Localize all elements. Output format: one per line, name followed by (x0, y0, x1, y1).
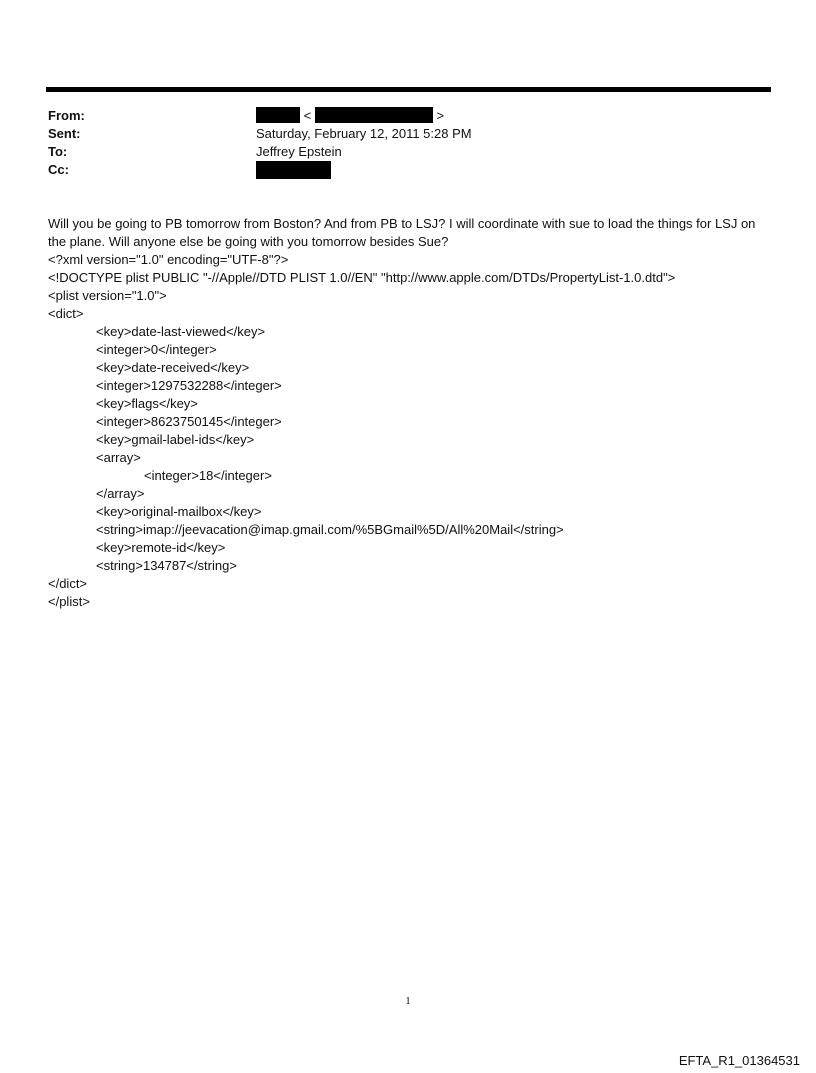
sent-label: Sent: (48, 126, 81, 141)
document-id: EFTA_R1_01364531 (678, 1053, 800, 1068)
to-value: Jeffrey Epstein (256, 144, 342, 159)
page-number: 1 (405, 995, 411, 1007)
code-line: <!DOCTYPE plist PUBLIC "-//Apple//DTD PLIST 1.0//EN" "http://www.apple.com/DTDs/PropertyList-1.0.dtd"> (48, 270, 676, 285)
code-line: <integer>8623750145</integer> (96, 414, 282, 429)
from-open-bracket: < (303, 108, 312, 123)
sent-value: Saturday, February 12, 2011 5:28 PM (256, 126, 472, 141)
cc-value (256, 161, 331, 181)
email-body (48, 215, 773, 611)
to-label: To: (48, 144, 68, 159)
code-line: <string>imap://jeevacation@imap.gmail.com/%5BGmail%5D/All%20Mail</string> (96, 522, 564, 537)
code-line: <key>flags</key> (96, 396, 198, 411)
code-line: <string>134787</string> (96, 558, 237, 573)
from-value (256, 107, 444, 125)
redacted-sender-name (256, 107, 300, 123)
code-line: </plist> (48, 594, 90, 609)
code-line: </dict> (48, 576, 88, 591)
from-label: From: (48, 108, 85, 123)
code-line: <integer>1297532288</integer> (96, 378, 282, 393)
code-line: <integer>18</integer> (144, 468, 272, 483)
code-line: <?xml version="1.0" encoding="UTF-8"?> (48, 252, 289, 267)
from-close-bracket: > (436, 108, 445, 123)
code-line: <key>original-mailbox</key> (96, 504, 262, 519)
code-line: <key>remote-id</key> (96, 540, 226, 555)
code-line: <dict> (48, 306, 84, 321)
redacted-sender-email (315, 107, 433, 123)
header-divider (46, 87, 771, 92)
code-line: <integer>0</integer> (96, 342, 217, 357)
code-line: <key>date-last-viewed</key> (96, 324, 266, 339)
message-paragraph: Will you be going to PB tomorrow from Boston? And from PB to LSJ? I will coordinate with sue to load the things for LSJ on the plane. Will anyone else be going with you tomorrow besides Sue? (48, 216, 756, 249)
code-line: <key>gmail-label-ids</key> (96, 432, 255, 447)
cc-label: Cc: (48, 162, 69, 177)
code-line: <plist version="1.0"> (48, 288, 167, 303)
code-line: </array> (96, 486, 145, 501)
code-line: <key>date-received</key> (96, 360, 250, 375)
redacted-cc (256, 161, 331, 179)
code-line: <array> (96, 450, 141, 465)
plist-code (48, 251, 773, 611)
